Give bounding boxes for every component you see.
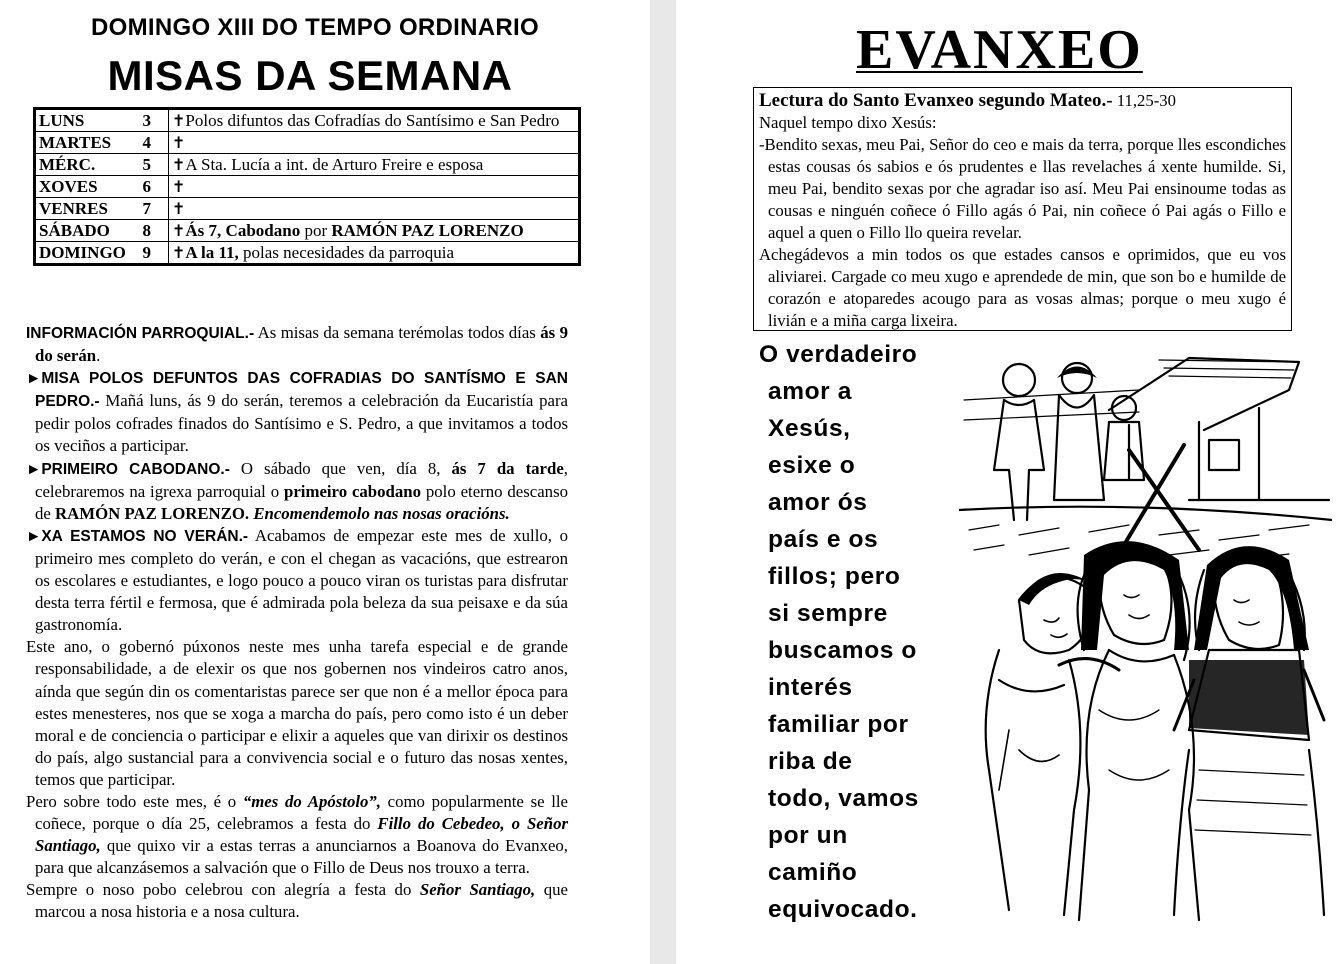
parish-info (26, 322, 568, 924)
mass-row (36, 132, 579, 154)
mass-intention (169, 176, 579, 198)
reflection-line: país e os (768, 526, 879, 553)
reflection-text (759, 336, 959, 928)
mass-intention: ✝A la 11, polas necesidades da parroquia (169, 242, 579, 264)
masses-week-title: MISAS DA SEMANA (107, 52, 513, 99)
reflection-line: por un (768, 822, 848, 849)
item-summer: ►XA ESTAMOS NO VERÁN.- Acabamos de empezar este mes de xullo, o primeiro mes completo do verán, e con el chegan as vacacións, que estrearon os escolares e estudiantes, e logo pouco a pouco viran os turistas para disfrutar desta terra fértil e fermosa, que é admirada pola beleza da sua peisaxe e da súa gastronomía. (26, 525, 569, 635)
reflection-line: riba de (768, 748, 853, 775)
mass-row (36, 242, 579, 264)
mass-row (36, 176, 579, 198)
mass-day: MARTES 4 (36, 132, 169, 154)
cross-icon: ✝ (172, 133, 186, 152)
paragraph-santiago-feast: Sempre o noso pobo celebrou con alegría a festa do Señor Santiago, que marcou a nosa historia e a nosa cultura. (26, 880, 568, 922)
mass-intention: ✝A Sta. Lucía a int. de Arturo Freire e esposa (169, 154, 579, 176)
mass-day: MÉRC. 5 (36, 154, 169, 176)
reflection-line: interés (768, 674, 853, 701)
gospel-paragraph: -Bendito sexas, meu Pai, Señor do ceo e mais da terra, porque lles escondiches estas cousas ós sabios e ós prudentes e llas revelaches á xente humilde. Si, meu Pai, bendito sexas por che agradar iso así. Meu Pai ensinoume todas as cousas e ninguén coñece ó Fillo agás ó Pai, nin coñece ó Pai agás o Fillo e aquel a quen o Fillo llo queira revelar. (759, 135, 1286, 242)
gospel-page-title: EVANXEO (856, 19, 1143, 81)
gospel-heading: Lectura do Santo Evanxeo segundo Mateo.- 11,25-30 (759, 90, 1176, 111)
reflection-line: esixe o (768, 452, 856, 479)
paragraph-elections: Este ano, o gobernó púxonos neste mes unha tarefa especial e de grande responsabilidade, a de elexir os que nos gobernen nos vindeiros catro anos, aínda que según din os comentaristas parece ser que non é a mellor época para estes menesteres, nos que se xoga a marcha do país, pero como isto é un deber moral e de conciencia o participar e elixir a aqueles que van dirixir os destinos do país, algo sustancial para a convivencia social e o futuro das nosas xentes, temos que participar. (26, 637, 568, 789)
mass-intention (169, 198, 579, 220)
paragraph-apostle-month: Pero sobre todo este mes, é o “mes do Apóstolo”, como popularmente se lle coñece, porque o día 25, celebramos a festa do Fillo do Cebedeo, o Señor Santiago, que quixo vir a estas terras a anunciarnos a Boanova do Evanxeo, para que alcanzásemos a salvación que o Fillo de Deus nos trouxo a terra. (26, 791, 568, 878)
reflection-line: todo, vamos (768, 785, 919, 812)
sunday-heading: DOMINGO XIII DO TEMPO ORDINARIO (91, 14, 539, 41)
mass-day: DOMINGO 9 (36, 242, 169, 264)
mass-day: XOVES 6 (36, 176, 169, 198)
reflection-line: amor ós (768, 489, 868, 516)
reflection-line: O verdadeiro (759, 341, 918, 368)
mass-row (36, 110, 579, 132)
cross-icon: ✝ (172, 155, 186, 174)
cross-icon: ✝ (172, 243, 186, 262)
mass-day: SÁBADO 8 (36, 220, 169, 242)
cross-icon: ✝ (172, 111, 186, 130)
gospel-paragraph: Achegádevos a min todos os que estades cansos e oprimidos, que eu vos aliviarei. Cargade co meu xugo e aprendede de min, que son bo e humilde de corazón e atoparedes acougo para as vosas almas; porque o meu xugo é livián e a miña carga lixeira. (759, 245, 1286, 330)
info-paragraph: INFORMACIÓN PARROQUIAL.- As misas da semana terémolas todos días ás 9 do serán. (26, 323, 568, 366)
masses-table (33, 107, 581, 266)
reflection-line: Xesús, (768, 415, 851, 442)
mass-row (36, 198, 579, 220)
mass-intention: ✝Ás 7, Cabodano por RAMÓN PAZ LORENZO (169, 220, 579, 242)
mass-day: VENRES 7 (36, 198, 169, 220)
item-first-anniversary: ►PRIMEIRO CABODANO.- O sábado que ven, día 8, ás 7 da tarde, celebraremos na igrexa parroquial o primeiro cabodano polo eterno descanso de RAMÓN PAZ LORENZO. Encomendemolo nas nosas oracións. (26, 458, 568, 523)
mass-row (36, 220, 579, 242)
mass-intention (169, 132, 579, 154)
gospel-box (753, 87, 1292, 331)
reflection-line: fillos; pero (768, 563, 901, 590)
item-mass-deceased: ►MISA POLOS DEFUNTOS DAS COFRADIAS DO SANTÍSMO E SAN PEDRO.- Mañá luns, ás 9 do serán, teremos a celebración da Eucaristía para pedir polos cofrades finados do Santísimo e S. Pedro, a que invitamos a todos os veciños a participar. (26, 370, 568, 456)
mass-intention: ✝Polos difuntos das Cofradías do Santísimo e San Pedro (169, 110, 579, 132)
reflection-line: camiño (768, 859, 858, 886)
cross-icon: ✝ (172, 199, 186, 218)
reflection-line: si sempre (768, 600, 888, 627)
cross-icon: ✝ (172, 221, 186, 240)
reflection-line: buscamos o (768, 637, 917, 664)
mass-row (36, 154, 579, 176)
reflection-line: familiar por (768, 711, 909, 738)
reflection-line: amor a (768, 378, 852, 405)
reflection-line: equivocado. (768, 896, 918, 923)
family-with-jesus-illustration (959, 350, 1332, 924)
gospel-paragraph: Naquel tempo dixo Xesús: (759, 113, 937, 132)
mass-day: LUNS 3 (36, 110, 169, 132)
left-page (0, 0, 650, 964)
cross-icon: ✝ (172, 177, 186, 196)
right-page (676, 0, 1337, 964)
